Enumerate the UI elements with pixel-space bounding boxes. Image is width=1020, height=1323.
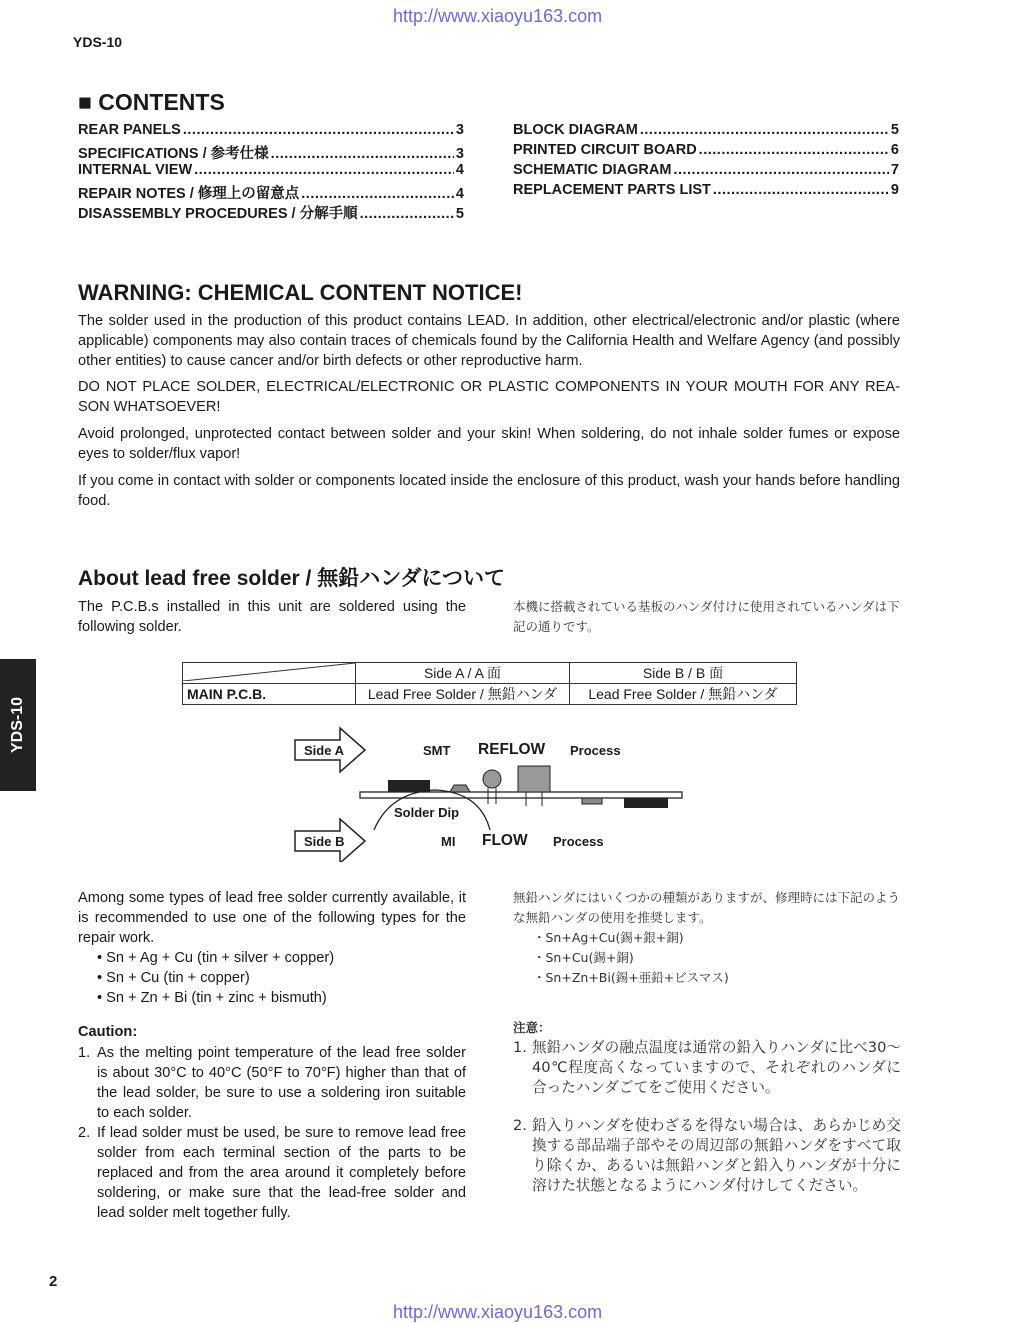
list-item: 2. If lead solder must be used, be sure to remove lead free solder from each terminal section of the parts to be replaced and from the area around it completely before soldering, or make sure that the lead-free solder and lead solder melt together fully. xyxy=(78,1125,466,1221)
lead-component xyxy=(483,770,501,788)
pcb-solder-table xyxy=(182,662,797,705)
reflow-label: REFLOW xyxy=(478,741,546,758)
cell-side-b: Lead Free Solder / 無鉛ハンダ xyxy=(570,684,797,705)
toc-item[interactable]: SPECIFICATIONS / 参考仕様 ..... 3 xyxy=(78,142,464,162)
cell-side-a: Lead Free Solder / 無鉛ハンダ xyxy=(356,684,570,705)
side-b-label: Side B xyxy=(304,834,345,849)
caution-list-jp xyxy=(513,1038,901,1196)
toc-item[interactable]: PRINTED CIRCUIT BOARD ..... 6 xyxy=(513,142,899,162)
footer-url[interactable]: http://www.xiaoyu163.com xyxy=(393,1302,603,1322)
process-b-label: Process xyxy=(553,834,604,849)
bottom-ic xyxy=(624,798,668,808)
solder-types-en: Among some types of lead free solder currently available, it is recommended to use one of the following types for the repair work. xyxy=(78,890,466,946)
model-name: YDS-10 xyxy=(73,34,123,50)
caution-title-jp: 注意： xyxy=(513,1020,551,1035)
warning-paragraph-1: The solder used in the production of this product contains LEAD. In addition, other electrical/electronic and/or plastic (where applicable) components may also contain traces of chemicals found by the California Health and Welfare Agency (and possibly other entities) to cause cancer and/or birth defects or other reproductive harm. xyxy=(78,313,900,369)
flow-label: FLOW xyxy=(482,832,528,849)
toc-item[interactable]: REPLACEMENT PARTS LIST ..... 9 xyxy=(513,182,899,202)
toc-item[interactable]: BLOCK DIAGRAM ..... 5 xyxy=(513,122,899,142)
row-label-main-pcb: MAIN P.C.B. xyxy=(183,684,356,705)
about-intro-jp: 本機に搭載されている基板のハンダ付けに使用されているハンダは下記の通りです。 xyxy=(513,599,900,634)
corner-diagonal xyxy=(183,663,355,681)
header-url[interactable]: http://www.xiaoyu163.com xyxy=(393,6,603,26)
bottom-chip xyxy=(582,798,602,804)
caution-list-en xyxy=(78,1043,466,1223)
small-chip xyxy=(450,785,470,792)
list-item: • Sn + Cu (tin + copper) xyxy=(97,970,250,986)
side-tab xyxy=(0,659,36,791)
list-item: • Sn + Ag + Cu (tin + silver + copper) xyxy=(97,950,335,966)
list-item: ・Sn+Zn+Bi(錫+亜鉛+ビスマス) xyxy=(533,970,729,985)
warning-paragraph-4: If you come in contact with solder or components located inside the enclosure of this product, wash your hands before handling food. xyxy=(78,473,900,509)
box-component xyxy=(518,766,550,792)
table-corner-cell xyxy=(183,663,356,684)
toc-item[interactable]: DISASSEMBLY PROCEDURES / 分解手順 ..... 5 xyxy=(78,202,464,222)
list-item: 1. As the melting point temperature of the lead free solder is about 30°C to 40°C (50°F to 70°F) higher than that of the lead solder, be sure to use a soldering iron suitable to each solder. xyxy=(78,1045,466,1121)
warning-paragraph-2: DO NOT PLACE SOLDER, ELECTRICAL/ELECTRONIC OR PLASTIC COMPONENTS IN YOUR MOUTH FOR ANY REA-SON WHATSOEVER! xyxy=(78,379,900,415)
warning-title: WARNING: CHEMICAL CONTENT NOTICE! xyxy=(78,280,523,305)
list-item: • Sn + Zn + Bi (tin + zinc + bismuth) xyxy=(97,990,327,1006)
toc-item[interactable]: SCHEMATIC DIAGRAM ..... 7 xyxy=(513,162,899,182)
list-item: ・Sn+Ag+Cu(錫+銀+銅) xyxy=(533,930,684,945)
solder-types-list-en xyxy=(97,948,334,1008)
toc-item[interactable]: REAR PANELS ..... 3 xyxy=(78,122,464,142)
side-a-label: Side A xyxy=(304,743,344,758)
toc-right xyxy=(513,122,899,202)
column-header-side-b: Side B / B 面 xyxy=(570,663,797,684)
toc-item[interactable]: INTERNAL VIEW ..... 4 xyxy=(78,162,464,182)
column-header-side-a: Side A / A 面 xyxy=(356,663,570,684)
about-title: About lead free solder / 無鉛ハンダについて xyxy=(78,567,505,590)
page-number: 2 xyxy=(49,1273,58,1290)
mi-label: MI xyxy=(441,834,456,849)
smt-label: SMT xyxy=(423,743,451,758)
list-item: ・Sn+Cu(錫+銅) xyxy=(533,950,634,965)
process-a-label: Process xyxy=(570,743,621,758)
list-item: 2. 鉛入りハンダを使わざるを得ない場合は、あらかじめ交換する部品端子部やその周辺部の無鉛ハンダをすべて取り除くか、あるいは無鉛ハンダと鉛入りハンダが十分に溶けた状態となるようにハンダ付けしてください。 xyxy=(513,1117,901,1194)
solder-types-jp: 無鉛ハンダにはいくつかの種類がありますが、修理時には下記のような無鉛ハンダの使用を推奨します。 xyxy=(513,890,901,925)
warning-paragraph-3: Avoid prolonged, unprotected contact between solder and your skin! When soldering, do not inhale solder fumes or expose eyes to solder/flux vapor! xyxy=(78,426,900,462)
solder-process-diagram xyxy=(290,722,690,862)
solder-dip-label: Solder Dip xyxy=(394,805,460,820)
contents-title: ■ CONTENTS xyxy=(78,89,225,115)
smt-chip xyxy=(388,780,430,792)
solder-types-list-jp xyxy=(533,928,921,988)
caution-title-en: Caution: xyxy=(78,1024,138,1040)
toc-left xyxy=(78,122,464,222)
side-tab-label: YDS-10 xyxy=(9,696,26,754)
toc-item[interactable]: REPAIR NOTES / 修理上の留意点 ..... 4 xyxy=(78,182,464,202)
list-item: 1. 無鉛ハンダの融点温度は通常の鉛入りハンダに比べ30〜40℃程度高くなっていますので、それぞれのハンダに合ったハンダごてをご使用ください。 xyxy=(513,1039,901,1096)
about-intro-en: The P.C.B.s installed in this unit are soldered using the following solder. xyxy=(78,599,466,635)
